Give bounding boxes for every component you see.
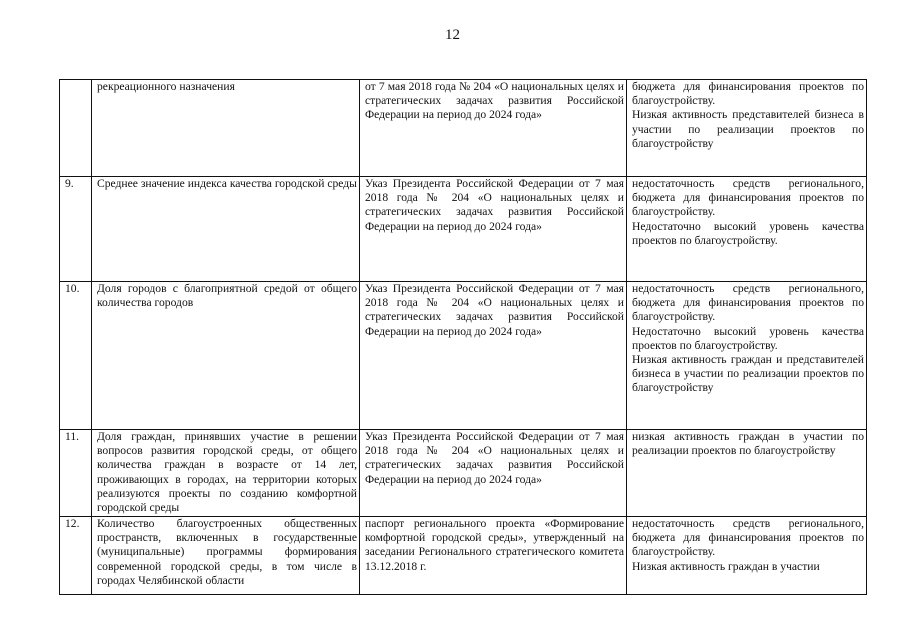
table-row xyxy=(60,282,867,430)
indicator-cell: Среднее значение индекса качества городской среды xyxy=(92,177,360,282)
indicator-cell: Доля граждан, принявших участие в решении вопросов развития городской среды, от общего количества граждан в возрасте от 14 лет, проживающих в городах, на территории которых реализуются проекты по созданию комфортной городской среды xyxy=(92,430,360,517)
risks-cell xyxy=(627,517,867,595)
risk-text: бюджета для финансирования проектов по благоустройству. xyxy=(632,80,864,108)
indicator-cell: рекреационного назначения xyxy=(92,80,360,177)
basis-cell: Указ Президента Российской Федерации от 7 мая 2018 года № 204 «О национальных целях и стратегических задачах развития Российской Федерации на период до 2024 года» xyxy=(360,430,627,517)
risk-text: недостаточность средств регионального, бюджета для финансирования проектов по благоустройству. xyxy=(632,517,864,559)
table-row xyxy=(60,430,867,517)
risks-cell xyxy=(627,282,867,430)
risk-text: Низкая активность граждан в участии xyxy=(632,559,820,573)
page-number: 12 xyxy=(445,27,460,43)
row-number xyxy=(60,80,92,177)
risk-text: Низкая активность граждан и представителей бизнеса в участии по реализации проектов по благоустройству xyxy=(632,353,864,395)
table-row xyxy=(60,177,867,282)
table-row xyxy=(60,517,867,595)
risk-text: недостаточность средств регионального, бюджета для финансирования проектов по благоустройству. xyxy=(632,177,864,219)
risk-text: Низкая активность представителей бизнеса в участии по реализации проектов по благоустройству xyxy=(632,108,864,150)
row-number: 9. xyxy=(60,177,92,282)
risks-cell xyxy=(627,430,867,517)
basis-cell: Указ Президента Российской Федерации от 7 мая 2018 года № 204 «О национальных целях и стратегических задачах развития Российской Федерации на период до 2024 года» xyxy=(360,282,627,430)
basis-cell: от 7 мая 2018 года № 204 «О национальных целях и стратегических задачах развития Российской Федерации на период до 2024 года» xyxy=(360,80,627,177)
indicator-cell: Доля городов с благоприятной средой от общего количества городов xyxy=(92,282,360,430)
row-number: 11. xyxy=(60,430,92,517)
table-row xyxy=(60,80,867,177)
row-number: 10. xyxy=(60,282,92,430)
indicator-cell: Количество благоустроенных общественных пространств, включенных в государственные (муниципальные) программы формирования современной городской среды, в том числе в городах Челябинской области xyxy=(92,517,360,595)
risk-text: Недостаточно высокий уровень качества проектов по благоустройству. xyxy=(632,219,864,247)
basis-cell: Указ Президента Российской Федерации от 7 мая 2018 года № 204 «О национальных целях и стратегических задачах развития Российской Федерации на период до 2024 года» xyxy=(360,177,627,282)
risk-text: низкая активность граждан в участии по реализации проектов по благоустройству xyxy=(632,430,864,458)
risk-table xyxy=(59,79,867,595)
basis-cell: паспорт регионального проекта «Формирование комфортной городской среды», утвержденный на заседании Регионального стратегического комитета 13.12.2018 г. xyxy=(360,517,627,595)
risks-cell xyxy=(627,80,867,177)
row-number: 12. xyxy=(60,517,92,595)
risk-text: Недостаточно высокий уровень качества проектов по благоустройству. xyxy=(632,324,864,352)
risk-text: недостаточность средств регионального, бюджета для финансирования проектов по благоустройству. xyxy=(632,282,864,324)
risks-cell xyxy=(627,177,867,282)
